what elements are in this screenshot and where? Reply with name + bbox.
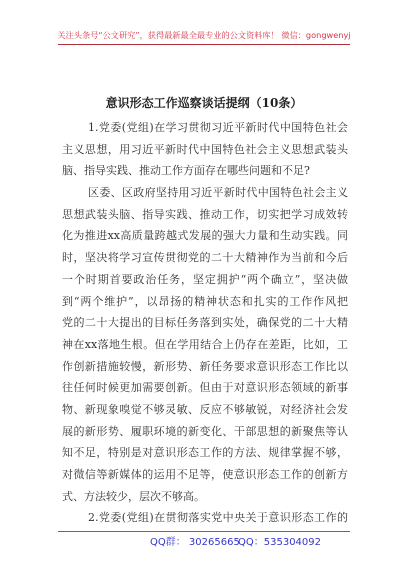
paragraph-1 xyxy=(62,117,348,182)
paragraph-line: 党的二十大提出的目标任务落到实处，确保党的二十大精 xyxy=(62,316,348,330)
paragraph-line: 到“两个维护”，以昂扬的精神状态和扎实的工作作风把 xyxy=(62,294,348,308)
paragraph-line: 对微信等新媒体的运用不足等，使意识形态工作的创新方 xyxy=(62,468,348,481)
paragraph-line: 式、方法较少，层次不够高。 xyxy=(62,489,205,503)
document-body xyxy=(62,117,348,529)
footer-qq: QQ：535304092 xyxy=(238,537,322,548)
paragraph-line: 神在xx落地生根。但在学用结合上仍存在差距，比如，工 xyxy=(62,337,348,351)
paragraph-line: 思想武装头脑、指导实践、推动工作，切实把学习成效转 xyxy=(62,207,348,221)
paragraph-2 xyxy=(62,182,348,507)
paragraph-line: 区委、区政府坚持用习近平新时代中国特色社会主义 xyxy=(88,186,348,200)
paragraph-line: 化为推进xx高质量跨越式发展的强大力量和生动实践。同 xyxy=(62,229,348,243)
paragraph-line: 时，坚决将学习宣传贯彻党的二十大精神作为当前和今后 xyxy=(62,251,348,265)
paragraph-line: 展的新形势、履职环境的新变化、干部思想的新聚焦等认 xyxy=(62,424,348,438)
paragraph-line: 2.党委(党组)在贯彻落实党中央关于意识形态工作的 xyxy=(88,511,348,525)
paragraph-line: 一个时期首要政治任务，坚定拥护“两个确立”，坚决做 xyxy=(62,272,348,286)
header-promo-text: 关注头条号“公文研究”，获得最新最全最专业的公文资料库！ 微信：gongwenyj xyxy=(57,30,351,40)
paragraph-line: 物、新现象嗅觉不够灵敏、反应不够敏锐，对经济社会发 xyxy=(62,402,348,416)
footer-qq-group: QQ群： 30265665 xyxy=(150,537,240,548)
header-divider xyxy=(58,44,350,45)
paragraph-line: 知不足，特别是对意识形态工作的方法、规律掌握不够， xyxy=(62,446,348,460)
paragraph-line: 往任何时候更加需要创新。但由于对意识形态领域的新事 xyxy=(62,381,348,395)
paragraph-line: 作创新措施较慢，新形势、新任务要求意识形态工作比以 xyxy=(62,359,348,373)
document-title: 意识形态工作巡察谈话提纲（10条） xyxy=(105,96,303,110)
footer-divider xyxy=(58,531,350,532)
paragraph-line: 主义思想，用习近平新时代中国特色社会主义思想武装头 xyxy=(62,142,348,156)
paragraph-line: 脑、指导实践、推动工作方面存在哪些问题和不足? xyxy=(62,164,310,178)
paragraph-line: 1.党委(党组)在学习贯彻习近平新时代中国特色社会 xyxy=(88,121,348,134)
paragraph-3 xyxy=(62,507,348,529)
